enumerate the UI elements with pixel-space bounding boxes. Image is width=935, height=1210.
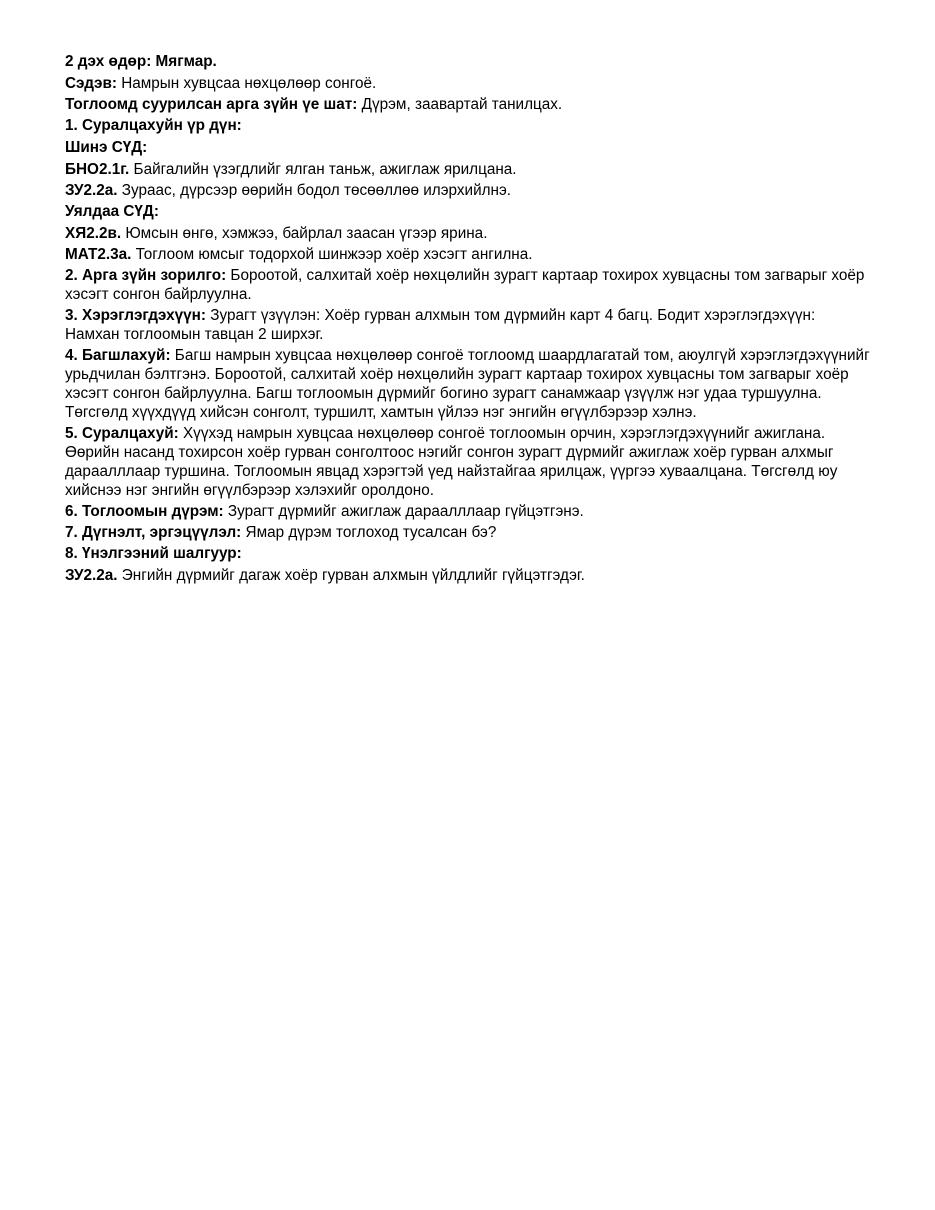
linked-sud-heading: Уялдаа СҮД: — [65, 203, 159, 220]
section-6-label: 6. Тоглоомын дүрэм: — [65, 503, 224, 520]
section-4-text: Багш намрын хувцсаа нөхцөлөөр сонгоё тоглоомд шаардлагатай том, аюулгүй хэрэглэгдэхүүнийг урьдчилан бэлтгэнэ. Бороотой, салхитай хоёр нөхцөлийн зурагт картаар тохирох хувцасны том загварыг хоёр хэсэгт сонгон байрлуулна. Багш тоглоомын дүрмийг богино зурагт санамжаар үзүүлж нэг удаа туршуулна. Төгсгөлд хүүхдүүд хийсэн сонголт, туршилт, хамтын үйлээ нэг энгийн өгүүлбэрээр хэлнэ. — [65, 347, 870, 421]
new-sud-heading: Шинэ СҮД: — [65, 139, 148, 156]
section-6 — [65, 502, 870, 521]
section-7 — [65, 523, 870, 542]
topic-text: Намрын хувцсаа нөхцөлөөр сонгоё. — [116, 75, 377, 92]
bno-text: Байгалийн үзэгдлийг ялган таньж, ажиглаж ярилцана. — [129, 161, 517, 178]
outcome-bno — [65, 160, 870, 179]
section-5-text: Хүүхэд намрын хувцсаа нөхцөлөөр сонгоё тоглоомын орчин, хэрэглэгдэхүүнийг ажиглана. Өөрийн насанд тохирсон хоёр гурван сонголтоос нэгийг сонгон зурагт дүрмийг ажиглаж хоёр гурван алхмыг дараалллаар туршина. Тоглоомын явцад хэрэгтэй үед найзтайгаа ярилцаж, үүргээ хуваалцана. Төгсгөлд юу хийснээ нэг энгийн өгүүлбэрээр хэлэхийг оролдоно. — [65, 425, 838, 499]
section-2-label: 2. Арга зүйн зорилго: — [65, 267, 227, 284]
mat-text: Тоглоом юмсыг тодорхой шинжээр хоёр хэсэгт ангилна. — [131, 246, 533, 263]
stage-text: Дүрэм, заавартай танилцах. — [357, 96, 563, 113]
outcome-mat — [65, 245, 870, 264]
zu2-code: ЗУ2.2а. — [65, 567, 118, 584]
zu2-text: Энгийн дүрмийг дагаж хоёр гурван алхмын үйлдлийг гүйцэтгэдэг. — [117, 567, 585, 584]
khya-text: Юмсын өнгө, хэмжээ, байрлал заасан үгээр ярина. — [121, 225, 488, 242]
khya-code: ХЯ2.2в. — [65, 225, 122, 242]
section-3 — [65, 306, 870, 344]
section-5-label: 5. Суралцахуй: — [65, 425, 179, 442]
section-5 — [65, 424, 870, 500]
stage-label: Тоглоомд суурилсан арга зүйн үе шат: — [65, 96, 358, 113]
section-3-label: 3. Хэрэглэгдэхүүн: — [65, 307, 207, 324]
outcome-zu-1 — [65, 181, 870, 200]
stage-line — [65, 95, 870, 114]
section-6-text: Зурагт дүрмийг ажиглаж дараалллаар гүйцэтгэнэ. — [223, 503, 584, 520]
zu1-code: ЗУ2.2а. — [65, 182, 118, 199]
outcome-khya — [65, 224, 870, 243]
section-4 — [65, 346, 870, 422]
section-7-label: 7. Дүгнэлт, эргэцүүлэл: — [65, 524, 242, 541]
section-4-label: 4. Багшлахуй: — [65, 347, 171, 364]
bno-code: БНО2.1г. — [65, 161, 130, 178]
zu1-text: Зураас, дүрсээр өөрийн бодол төсөөллөө илэрхийлнэ. — [117, 182, 512, 199]
topic-line — [65, 74, 870, 93]
section-8-title: 8. Үнэлгээний шалгуур: — [65, 545, 242, 562]
section-2-text: Бороотой, салхитай хоёр нөхцөлийн зурагт картаар тохирох хувцасны том загварыг хоёр хэсэгт сонгон байрлуулна. — [65, 267, 865, 303]
criterion-zu-2 — [65, 566, 870, 585]
section-2 — [65, 266, 870, 304]
section-1-title: 1. Суралцахуйн үр дүн: — [65, 117, 242, 134]
topic-label: Сэдэв: — [65, 75, 117, 92]
section-3-text: Зурагт үзүүлэн: Хоёр гурван алхмын том дүрмийн карт 4 багц. Бодит хэрэглэгдэхүүн: Намхан тоглоомын тавцан 2 ширхэг. — [65, 307, 816, 343]
mat-code: МАТ2.3а. — [65, 246, 132, 263]
document-page — [65, 52, 870, 587]
section-7-text: Ямар дүрэм тоглоход тусалсан бэ? — [241, 524, 497, 541]
day-heading: 2 дэх өдөр: Мягмар. — [65, 53, 217, 70]
